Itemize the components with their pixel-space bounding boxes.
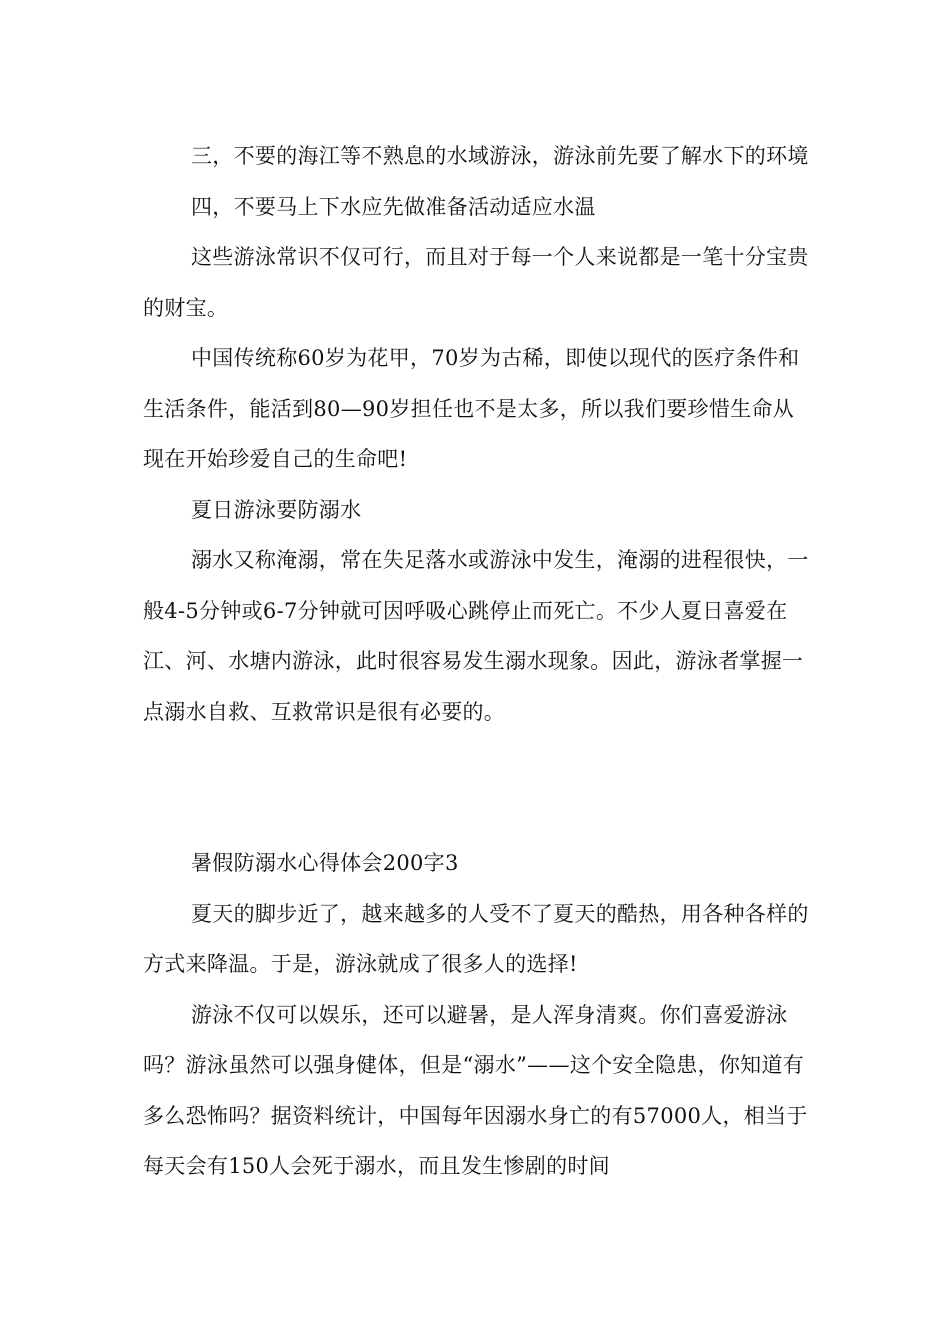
paragraph-safety-knowledge: 这些游泳常识不仅可行，而且对于每一个人来说都是一笔十分宝贵的财宝。 (143, 245, 809, 320)
paragraph-cherish-life: 中国传统称60岁为花甲，70岁为古稀，即使以现代的医疗条件和生活条件，能活到80—90岁担任也不是太多，所以我们要珍惜生命从现在开始珍爱自己的生命吧! (143, 346, 800, 471)
section-gap (143, 737, 810, 838)
section-heading-essay-3: 暑假防溺水心得体会200字3 (191, 851, 459, 875)
document-body (143, 131, 810, 1192)
paragraph-rule-four: 四，不要马上下水应先做准备活动适应水温 (191, 194, 596, 219)
paragraph-summer-heat: 夏天的脚步近了，越来越多的人受不了夏天的酷热，用各种各样的方式来降温。于是，游泳就成了很多人的选择! (143, 901, 809, 976)
paragraph-rule-three: 三，不要的海江等不熟息的水域游泳，游泳前先要了解水下的环境 (191, 144, 809, 168)
section-heading-summer-swimming: 夏日游泳要防溺水 (191, 497, 362, 522)
paragraph-drowning-statistics: 游泳不仅可以娱乐，还可以避暑，是人浑身清爽。你们喜爱游泳吗？游泳虽然可以强身健体，但是“溺水”——这个安全隐患，你知道有多么恐怖吗？据资料统计，中国每年因溺水身亡的有57000人，相当于每天会有150人会死于溺水，而且发生惨剧的时间 (143, 1002, 808, 1178)
paragraph-drowning-definition: 溺水又称淹溺，常在失足落水或游泳中发生，淹溺的进程很快，一般4-5分钟或6-7分钟就可因呼吸心跳停止而死亡。不少人夏日喜爱在江、河、水塘内游泳，此时很容易发生溺水现象。因此，游泳者掌握一点溺水自救、互救常识是很有必要的。 (143, 548, 809, 724)
